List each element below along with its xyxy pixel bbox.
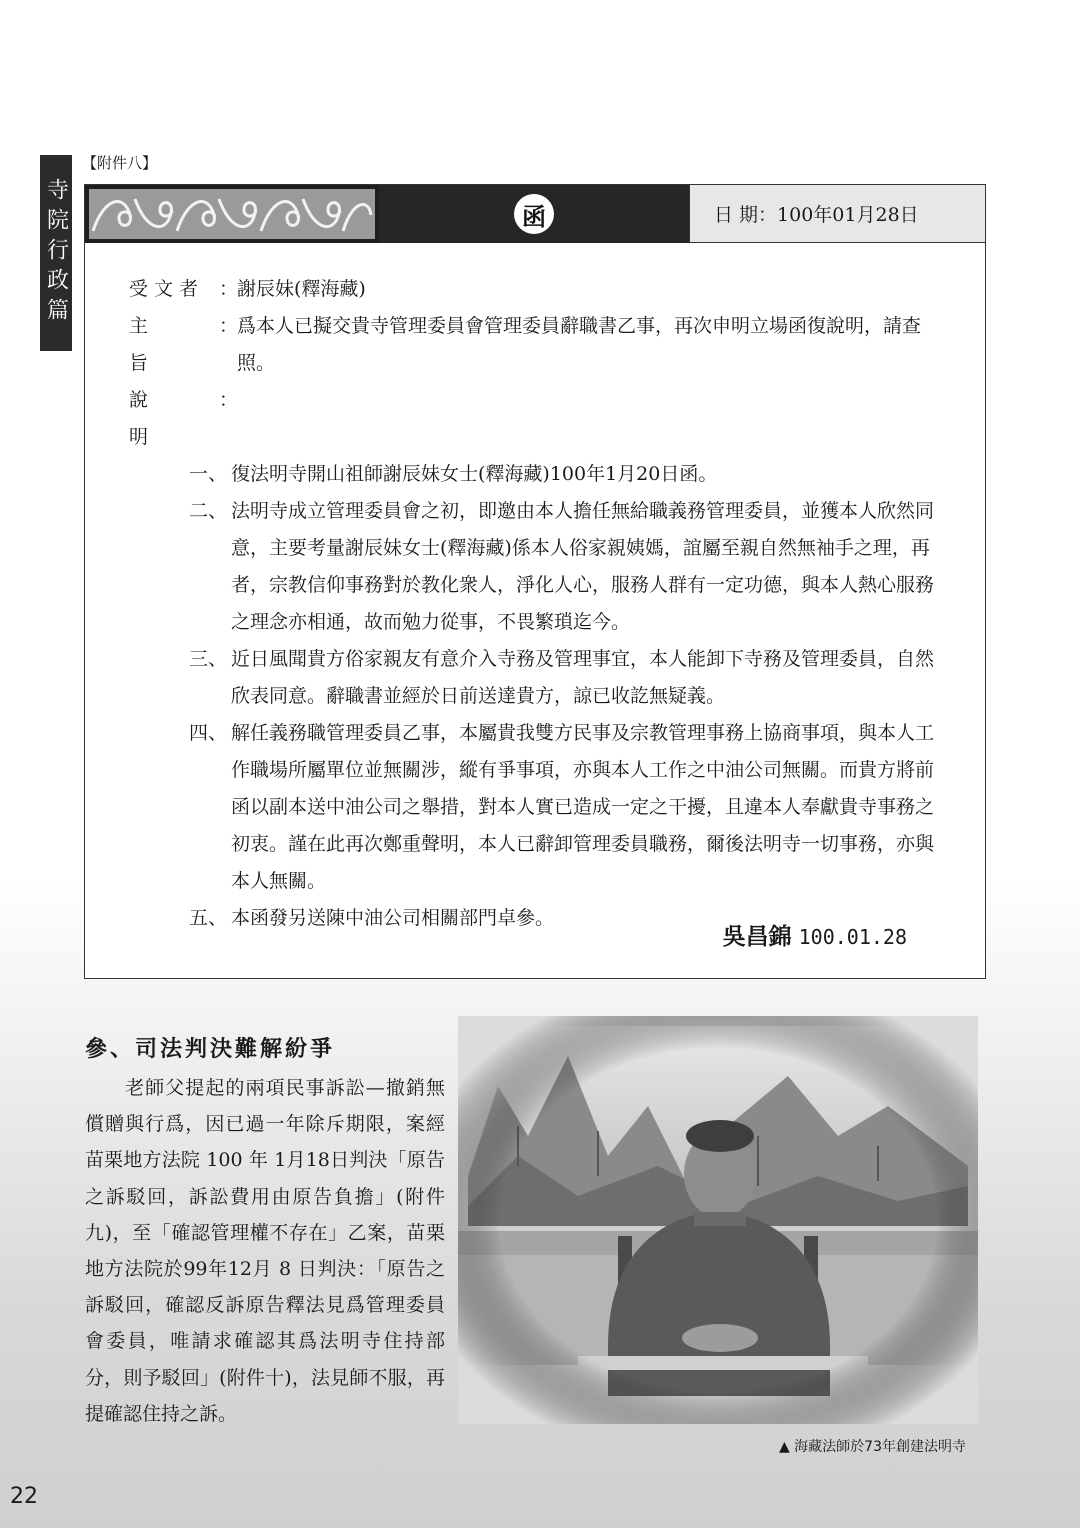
section-title: 參、司法判決難解紛爭	[85, 1036, 336, 1062]
item-number: 四、	[189, 722, 228, 744]
explain-row: 說明 ：	[129, 382, 951, 456]
list-item	[189, 715, 951, 900]
recipient-label: 受文者	[129, 278, 205, 300]
item-text: 解任義務職管理委員乙事，本屬貴我雙方民事及宗教管理事務上協商事項，與本人工作職場所屬單位並無關涉，縱有爭事項，亦與本人工作之中油公司無關。而貴方將前函以副本送中油公司之舉措，對本人實已造成一定之干擾，且違本人奉獻貴寺事務之初衷。謹在此再次鄭重聲明，本人已辭卸管理委員職務，爾後法明寺一切事務，亦與本人無關。	[231, 722, 935, 892]
item-text: 本函發另送陳中油公司相關部門卓參。	[231, 907, 555, 929]
chapter-side-tab	[40, 155, 72, 351]
temple-founder-photo	[458, 1016, 978, 1424]
section-body: 老師父提起的兩項民事訴訟—撤銷無償贈與行爲，因已過一年除斥期限，案經苗栗地方法院 100 年 1月18日判決「原告之訴駁回，訴訟費用由原告負擔」(附件九)，至「確認管理權不存在」乙案，苗栗地方法院於99年12月 8 日判決：「原告之訴駁回，確認反訴原告釋法見爲管理委員會委員，唯請求確認其爲法明寺住持部分，則予駁回」(附件十)，法見師不服，再提確認住持之訴。	[85, 1077, 445, 1425]
letter-date: 日 期：100年01月28日	[689, 185, 985, 243]
item-text: 法明寺成立管理委員會之初，即邀由本人擔任無給職義務管理委員，並獲本人欣然同意，主要考量謝辰妹女士(釋海藏)係本人俗家親姨媽，誼屬至親自然無袖手之理，再者，宗教信仰事務對於教化衆人，淨化人心，服務人群有一定功德，與本人熱心服務之理念亦相通，故而勉力從事，不畏繁瑣迄今。	[231, 500, 935, 633]
signature-date: 100.01.28	[798, 925, 907, 949]
recipient-row: 受文者 ： 謝辰妹(釋海藏)	[129, 271, 951, 308]
scroll-ornament	[85, 185, 379, 243]
item-number: 五、	[189, 907, 228, 929]
attachment-label: 【附件八】	[82, 154, 158, 172]
subject-value: 爲本人已擬交貴寺管理委員會管理委員辭職書乙事，再次申明立場函復說明，請查照。	[237, 315, 922, 374]
recipient-value: 謝辰妹(釋海藏)	[237, 278, 366, 300]
letter-body	[129, 271, 951, 937]
official-letter	[84, 184, 986, 979]
list-item	[189, 493, 951, 641]
page-number: 22	[10, 1484, 38, 1509]
explain-label: 說明	[129, 389, 189, 448]
subject-row: 主旨 ： 爲本人已擬交貴寺管理委員會管理委員辭職書乙事，再次申明立場函復說明，請查照。	[129, 308, 951, 382]
signature-name: 吳昌錦	[722, 923, 792, 950]
subject-label: 主旨	[129, 315, 189, 374]
letter-type-band	[379, 185, 689, 243]
item-text: 復法明寺開山祖師謝辰妹女士(釋海藏)100年1月20日函。	[231, 463, 718, 485]
item-number: 二、	[189, 500, 228, 522]
item-number: 一、	[189, 463, 228, 485]
item-number: 三、	[189, 648, 228, 670]
letter-header	[85, 185, 985, 243]
item-text: 近日風聞貴方俗家親友有意介入寺務及管理事宜，本人能卸下寺務及管理委員，自然欣表同意。辭職書並經於日前送達貴方，諒已收訖無疑義。	[231, 648, 935, 707]
letter-type-seal: 函	[514, 194, 554, 234]
list-item	[189, 456, 951, 493]
list-item	[189, 641, 951, 715]
photo-caption: ▲ 海藏法師於73年創建法明寺	[778, 1439, 966, 1455]
chapter-label: 寺院行政篇	[43, 178, 69, 328]
signature	[723, 918, 907, 951]
